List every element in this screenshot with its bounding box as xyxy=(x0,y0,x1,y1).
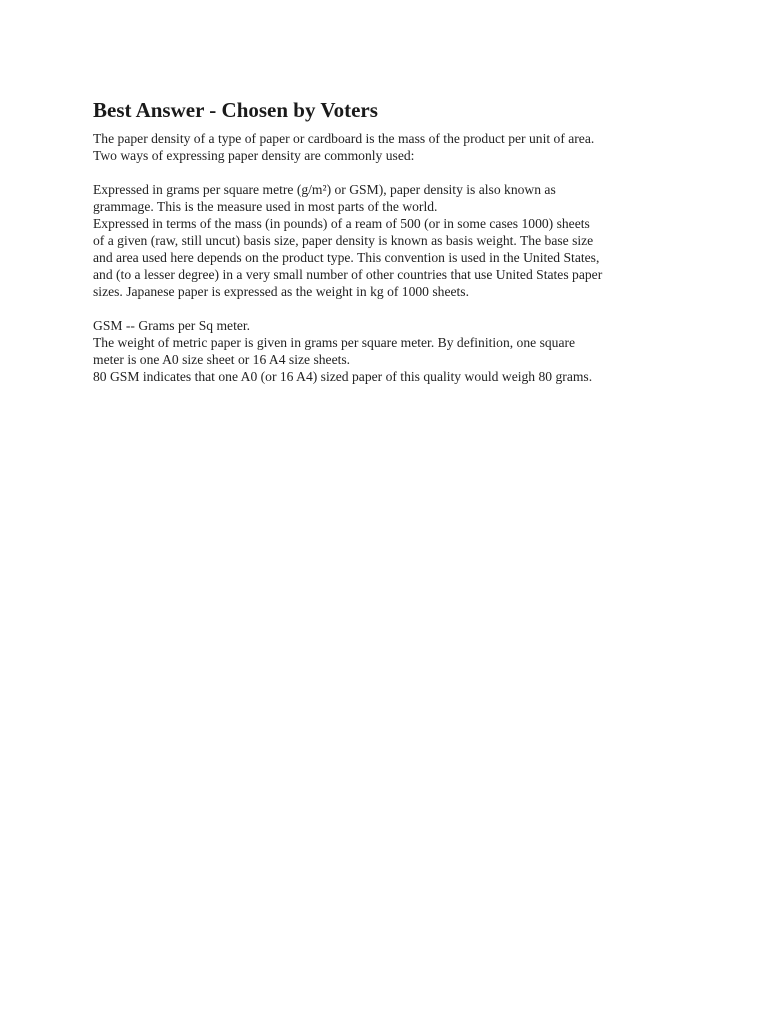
text-line: Expressed in grams per square metre (g/m²) or GSM), paper density is also known as xyxy=(93,182,556,197)
text-line: meter is one A0 size sheet or 16 A4 size sheets. xyxy=(93,352,351,367)
text-line: Two ways of expressing paper density are commonly used: xyxy=(93,148,415,163)
page-title: Best Answer - Chosen by Voters xyxy=(93,98,378,122)
text-line: Expressed in terms of the mass (in pounds) of a ream of 500 (or in some cases 1000) sheets xyxy=(93,216,590,231)
text-line: The paper density of a type of paper or cardboard is the mass of the product per unit of area. xyxy=(93,131,595,146)
text-line: and (to a lesser degree) in a very small number of other countries that use United States paper xyxy=(93,267,603,282)
text-line: GSM -- Grams per Sq meter. xyxy=(93,318,251,333)
text-line: The weight of metric paper is given in grams per square meter. By definition, one square xyxy=(93,335,576,350)
text-line: grammage. This is the measure used in most parts of the world. xyxy=(93,199,438,214)
paragraph-gsm xyxy=(93,317,693,385)
paragraph-spacer xyxy=(93,164,693,181)
text-line: and area used here depends on the product type. This convention is used in the United States, xyxy=(93,250,600,265)
document-page xyxy=(93,96,693,385)
paragraph-intro xyxy=(93,130,693,164)
text-line: sizes. Japanese paper is expressed as the weight in kg of 1000 sheets. xyxy=(93,284,469,299)
paragraph-density-methods xyxy=(93,181,693,300)
text-line: of a given (raw, still uncut) basis size, paper density is known as basis weight. The base size xyxy=(93,233,594,248)
text-line: 80 GSM indicates that one A0 (or 16 A4) sized paper of this quality would weigh 80 grams. xyxy=(93,369,593,384)
paragraph-spacer xyxy=(93,300,693,317)
